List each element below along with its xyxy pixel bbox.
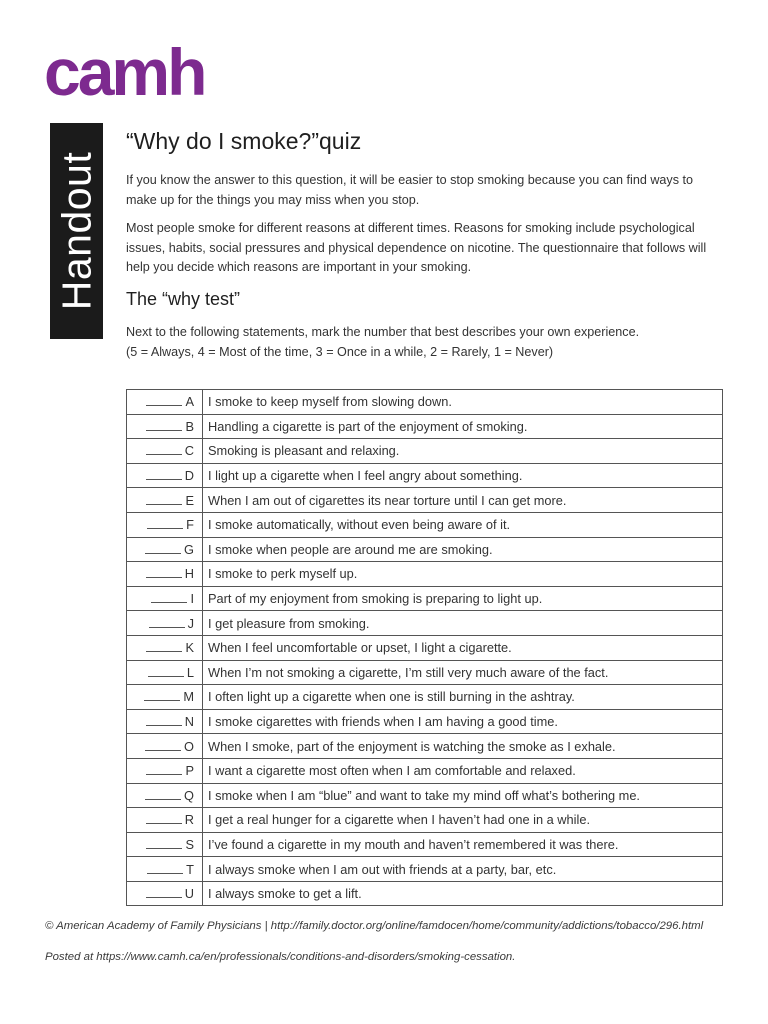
statement-text: When I feel uncomfortable or upset, I light a cigarette. xyxy=(203,635,723,660)
page-title: “Why do I smoke?”quiz xyxy=(126,128,362,154)
quiz-row xyxy=(127,414,723,439)
answer-cell[interactable] xyxy=(127,562,203,587)
statement-letter: J xyxy=(187,615,194,631)
answer-cell[interactable] xyxy=(127,463,203,488)
intro-paragraph-2: Most people smoke for different reasons at different times. Reasons for smoking include psychological issues, habits, social pressures and physical dependence on nicotine. The questionnaire that follows will help you decide which reasons are important in your smoking. xyxy=(126,221,707,274)
quiz-row xyxy=(127,562,723,587)
quiz-row xyxy=(127,709,723,734)
quiz-row xyxy=(127,586,723,611)
statement-text: I smoke cigarettes with friends when I am having a good time. xyxy=(203,709,723,734)
statement-letter: I xyxy=(190,591,194,607)
statement-letter: K xyxy=(185,640,194,656)
quiz-row xyxy=(127,857,723,882)
answer-blank[interactable] xyxy=(145,543,181,554)
quiz-row xyxy=(127,758,723,783)
quiz-row xyxy=(127,832,723,857)
answer-cell[interactable] xyxy=(127,758,203,783)
why-test-instruction: Next to the following statements, mark the number that best describes your own experience. xyxy=(126,325,640,339)
answer-cell[interactable] xyxy=(127,685,203,710)
quiz-row xyxy=(127,512,723,537)
statement-letter: N xyxy=(184,714,194,730)
answer-blank[interactable] xyxy=(151,592,187,603)
answer-cell[interactable] xyxy=(127,611,203,636)
quiz-row xyxy=(127,390,723,415)
copyright-footer: © American Academy of Family Physicians | http://family.doctor.org/online/famdocen/home/community/addictions/tobacco/296.html xyxy=(45,920,704,932)
posted-at-footer: Posted at https://www.camh.ca/en/professionals/conditions-and-disorders/smoking-cessation. xyxy=(45,951,516,963)
statement-text: I smoke automatically, without even being aware of it. xyxy=(203,512,723,537)
answer-cell[interactable] xyxy=(127,808,203,833)
answer-cell[interactable] xyxy=(127,488,203,513)
answer-cell[interactable] xyxy=(127,512,203,537)
handout-tab-label: Handout xyxy=(53,151,99,311)
statement-text: When I am out of cigarettes its near torture until I can get more. xyxy=(203,488,723,513)
answer-blank[interactable] xyxy=(146,887,182,898)
statement-letter: H xyxy=(184,566,194,582)
answer-blank[interactable] xyxy=(148,666,184,677)
statement-text: I’ve found a cigarette in my mouth and haven’t remembered it was there. xyxy=(203,832,723,857)
quiz-row xyxy=(127,734,723,759)
statement-text: I smoke when I am “blue” and want to take my mind off what’s bothering me. xyxy=(203,783,723,808)
answer-cell[interactable] xyxy=(127,414,203,439)
statement-text: I want a cigarette most often when I am comfortable and relaxed. xyxy=(203,758,723,783)
answer-cell[interactable] xyxy=(127,832,203,857)
statement-text: I get pleasure from smoking. xyxy=(203,611,723,636)
statement-letter: U xyxy=(184,886,194,902)
statement-letter: S xyxy=(185,836,194,852)
statement-letter: M xyxy=(183,689,194,705)
answer-blank[interactable] xyxy=(146,641,182,652)
statement-text: When I smoke, part of the enjoyment is watching the smoke as I exhale. xyxy=(203,734,723,759)
rating-scale: (5 = Always, 4 = Most of the time, 3 = Once in a while, 2 = Rarely, 1 = Never) xyxy=(126,345,554,359)
quiz-row xyxy=(127,537,723,562)
statement-text: I get a real hunger for a cigarette when I haven’t had one in a while. xyxy=(203,808,723,833)
answer-cell[interactable] xyxy=(127,857,203,882)
statement-letter: R xyxy=(184,812,194,828)
quiz-row xyxy=(127,635,723,660)
quiz-row xyxy=(127,611,723,636)
answer-blank[interactable] xyxy=(145,789,181,800)
statement-letter: L xyxy=(186,664,194,680)
statement-letter: P xyxy=(185,763,194,779)
statement-text: I smoke to keep myself from slowing down. xyxy=(203,390,723,415)
answer-blank[interactable] xyxy=(146,567,182,578)
answer-blank[interactable] xyxy=(146,420,182,431)
quiz-row xyxy=(127,439,723,464)
answer-blank[interactable] xyxy=(146,764,182,775)
statement-text: I always smoke to get a lift. xyxy=(203,881,723,906)
camh-logo: camh xyxy=(44,35,205,109)
statement-letter: Q xyxy=(184,787,194,803)
answer-blank[interactable] xyxy=(146,469,182,480)
statement-text: I smoke when people are around me are smoking. xyxy=(203,537,723,562)
statement-text: I smoke to perk myself up. xyxy=(203,562,723,587)
answer-cell[interactable] xyxy=(127,734,203,759)
statement-text: I light up a cigarette when I feel angry about something. xyxy=(203,463,723,488)
statement-letter: B xyxy=(185,418,194,434)
answer-cell[interactable] xyxy=(127,709,203,734)
handout-side-tab xyxy=(50,123,103,339)
statement-letter: E xyxy=(185,492,194,508)
quiz-table xyxy=(126,389,723,906)
quiz-row xyxy=(127,783,723,808)
answer-cell[interactable] xyxy=(127,390,203,415)
answer-cell[interactable] xyxy=(127,439,203,464)
answer-cell[interactable] xyxy=(127,635,203,660)
answer-cell[interactable] xyxy=(127,783,203,808)
answer-blank[interactable] xyxy=(146,715,182,726)
answer-cell[interactable] xyxy=(127,660,203,685)
quiz-table-body xyxy=(127,390,723,906)
statement-letter: G xyxy=(184,541,194,557)
answer-blank[interactable] xyxy=(144,690,180,701)
statement-letter: A xyxy=(185,394,194,410)
statement-letter: D xyxy=(184,468,194,484)
statement-text: Part of my enjoyment from smoking is preparing to light up. xyxy=(203,586,723,611)
answer-cell[interactable] xyxy=(127,537,203,562)
intro-paragraph-1: If you know the answer to this question, it will be easier to stop smoking because you can find ways to make up for the things you may miss when you stop. xyxy=(126,173,694,207)
answer-cell[interactable] xyxy=(127,881,203,906)
quiz-row xyxy=(127,808,723,833)
statement-letter: O xyxy=(184,738,194,754)
answer-blank[interactable] xyxy=(145,740,181,751)
answer-blank[interactable] xyxy=(146,494,182,505)
quiz-row xyxy=(127,463,723,488)
statement-text: Handling a cigarette is part of the enjoyment of smoking. xyxy=(203,414,723,439)
quiz-row xyxy=(127,660,723,685)
statement-text: Smoking is pleasant and relaxing. xyxy=(203,439,723,464)
answer-blank[interactable] xyxy=(149,617,185,628)
statement-text: When I’m not smoking a cigarette, I’m still very much aware of the fact. xyxy=(203,660,723,685)
why-test-heading: The “why test” xyxy=(126,289,241,309)
quiz-row xyxy=(127,881,723,906)
statement-letter: T xyxy=(186,861,194,877)
quiz-row xyxy=(127,488,723,513)
answer-blank[interactable] xyxy=(147,863,183,874)
quiz-row xyxy=(127,685,723,710)
answer-blank[interactable] xyxy=(146,838,182,849)
statement-letter: F xyxy=(186,517,194,533)
answer-blank[interactable] xyxy=(146,813,182,824)
answer-blank[interactable] xyxy=(147,518,183,529)
statement-text: I always smoke when I am out with friends at a party, bar, etc. xyxy=(203,857,723,882)
statement-text: I often light up a cigarette when one is still burning in the ashtray. xyxy=(203,685,723,710)
answer-cell[interactable] xyxy=(127,586,203,611)
statement-letter: C xyxy=(184,443,194,459)
answer-blank[interactable] xyxy=(146,395,182,406)
answer-blank[interactable] xyxy=(146,444,182,455)
